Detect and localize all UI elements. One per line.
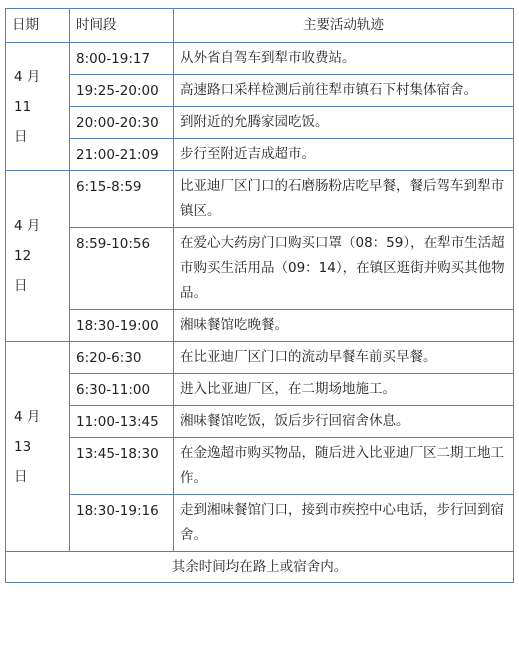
table-row (6, 107, 514, 139)
table-row (6, 374, 514, 406)
time-cell: 20:00-20:30 (70, 107, 174, 139)
table-row (6, 342, 514, 374)
time-cell: 6:20-6:30 (70, 342, 174, 374)
table-row (6, 228, 514, 310)
date-line: 4 月 13 (14, 408, 41, 455)
activity-cell: 在比亚迪厂区门口的流动早餐车前买早餐。 (174, 342, 514, 374)
time-cell: 13:45-18:30 (70, 438, 174, 495)
time-cell: 8:00-19:17 (70, 43, 174, 75)
table-row (6, 310, 514, 342)
activity-cell: 步行至附近吉成超市。 (174, 139, 514, 171)
activity-cell: 从外省自驾车到犁市收费站。 (174, 43, 514, 75)
table-row (6, 495, 514, 552)
time-cell: 18:30-19:16 (70, 495, 174, 552)
date-line: 4 月 11 (14, 68, 41, 115)
activity-cell: 高速路口采样检测后前往犁市镇石下村集体宿舍。 (174, 75, 514, 107)
table-header-row (6, 9, 514, 43)
table-row (6, 406, 514, 438)
table-row (6, 43, 514, 75)
footer-note: 其余时间均在路上或宿舍内。 (6, 552, 514, 583)
date-line: 日 (14, 278, 28, 294)
activity-cell: 在爱心大药房门口购买口罩（08：59），在犁市生活超市购买生活用品（09：14），在镇区逛街并购买其他物品。 (174, 228, 514, 310)
activity-cell: 比亚迪厂区门口的石磨肠粉店吃早餐，餐后驾车到犁市镇区。 (174, 171, 514, 228)
date-cell (6, 43, 70, 171)
time-cell: 11:00-13:45 (70, 406, 174, 438)
activity-cell: 进入比亚迪厂区，在二期场地施工。 (174, 374, 514, 406)
header-activity: 主要活动轨迹 (174, 9, 514, 43)
activity-cell: 走到湘味餐馆门口，接到市疾控中心电话，步行回到宿舍。 (174, 495, 514, 552)
time-cell: 6:30-11:00 (70, 374, 174, 406)
itinerary-table (5, 8, 514, 583)
time-cell: 21:00-21:09 (70, 139, 174, 171)
date-cell (6, 342, 70, 552)
date-line: 4 月 12 (14, 218, 41, 264)
time-cell: 6:15-8:59 (70, 171, 174, 228)
time-cell: 8:59-10:56 (70, 228, 174, 310)
date-cell (6, 171, 70, 342)
header-time: 时间段 (70, 9, 174, 43)
table-row (6, 438, 514, 495)
activity-cell: 到附近的允腾家园吃饭。 (174, 107, 514, 139)
table-row (6, 75, 514, 107)
activity-cell: 湘味餐馆吃晚餐。 (174, 310, 514, 342)
time-cell: 18:30-19:00 (70, 310, 174, 342)
table-footer-row (6, 552, 514, 583)
activity-cell: 在金逸超市购买物品，随后进入比亚迪厂区二期工地工作。 (174, 438, 514, 495)
date-line: 日 (14, 128, 28, 145)
activity-cell: 湘味餐馆吃饭，饭后步行回宿舍休息。 (174, 406, 514, 438)
table-row (6, 171, 514, 228)
date-line: 日 (14, 468, 28, 485)
time-cell: 19:25-20:00 (70, 75, 174, 107)
header-date: 日期 (6, 9, 70, 43)
table-row (6, 139, 514, 171)
